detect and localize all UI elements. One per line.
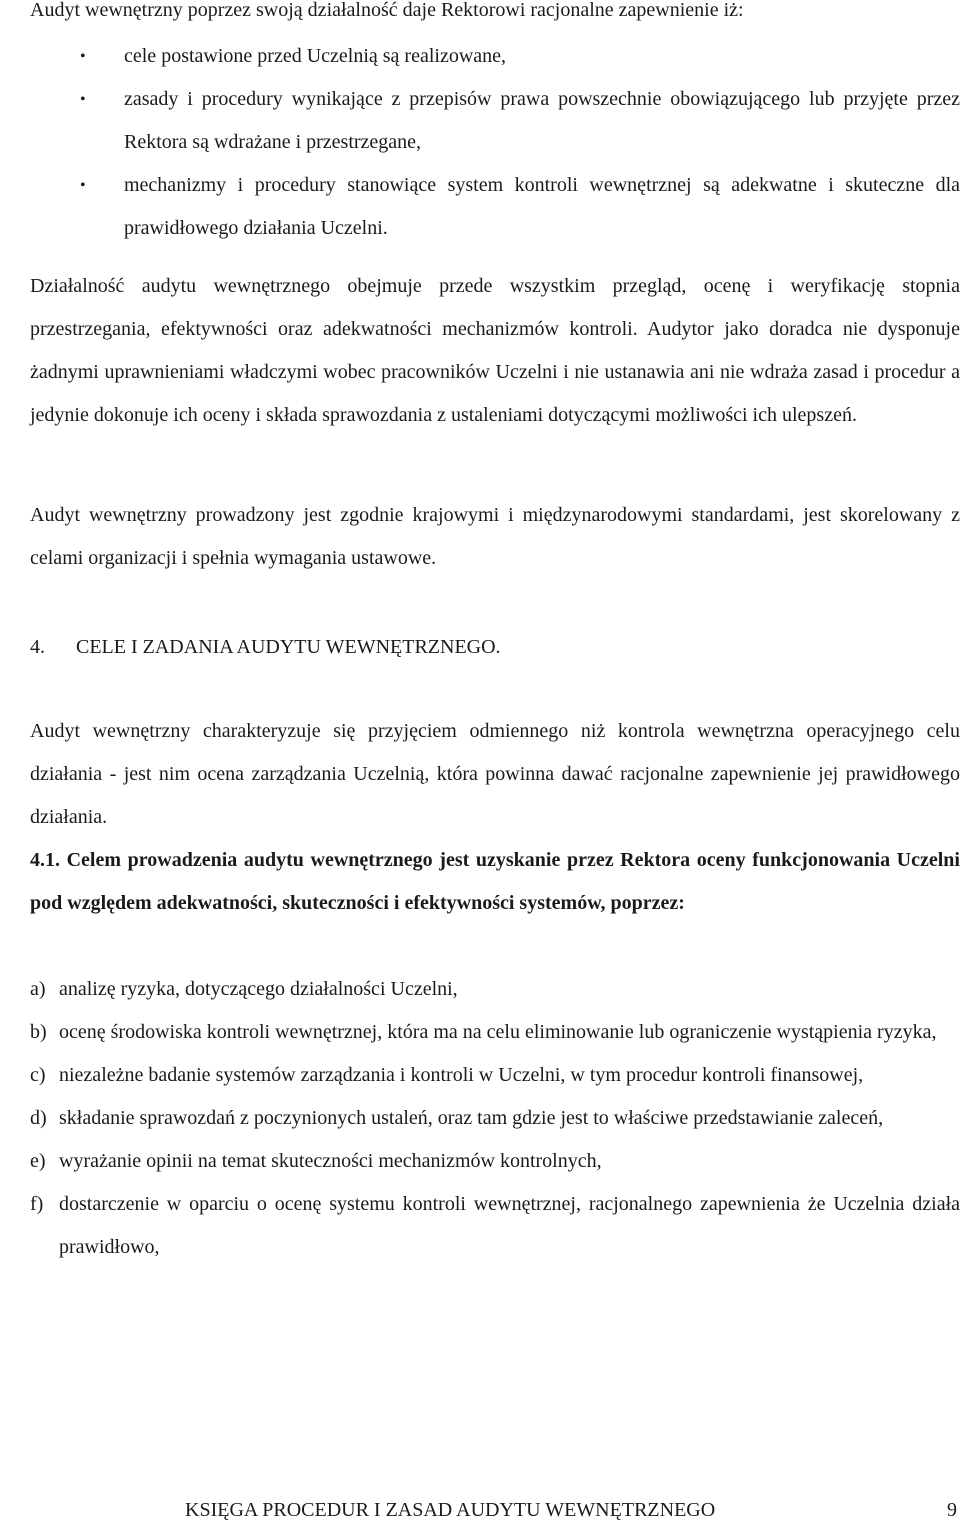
- list-item-label: b): [30, 1021, 47, 1043]
- page-number: 9: [947, 1499, 957, 1521]
- bullet-icon: •: [80, 177, 86, 194]
- bullet-icon: •: [80, 48, 86, 65]
- list-item-label: e): [30, 1150, 46, 1172]
- paragraph-audit-scope: Działalność audytu wewnętrznego obejmuje przede wszystkim przegląd, ocenę i weryfikację stopnia przestrzegania, efektywności oraz adekwatności mechanizmów kontroli. Audytor jako doradca nie dysponuje żadnymi uprawnieniami władczymi wobec pracowników Uczelni i nie ustanawia ani nie wdraża zasad i procedur a jedynie dokonuje ich oceny i składa sprawozdania z ustaleniami dotyczącymi możliwości ich ulepszeń.: [30, 275, 960, 426]
- list-item-label: d): [30, 1107, 47, 1129]
- section-number: 4.: [30, 636, 45, 658]
- bullet-text: mechanizmy i procedury stanowiące system kontroli wewnętrznej są adekwatne i skuteczne dla prawidłowego działania Uczelni.: [124, 174, 960, 239]
- list-item-label: c): [30, 1064, 46, 1086]
- bullet-item: [0, 78, 960, 164]
- bullet-text: zasady i procedury wynikające z przepisów prawa powszechnie obowiązującego lub przyjęte przez Rektora są wdrażane i przestrzegane,: [124, 88, 960, 153]
- goal-list: [30, 968, 960, 1269]
- list-item-text: niezależne badanie systemów zarządzania i kontroli w Uczelni, w tym procedur kontroli finansowej,: [59, 1064, 864, 1086]
- list-item: [30, 1054, 960, 1097]
- list-item: [30, 1097, 960, 1140]
- list-item-text: ocenę środowiska kontroli wewnętrznej, która ma na celu eliminowanie lub ograniczenie wystąpienia ryzyka,: [59, 1021, 937, 1043]
- list-item: [30, 1011, 960, 1054]
- bullet-icon: •: [80, 91, 86, 108]
- list-item-text: dostarczenie w oparciu o ocenę systemu kontroli wewnętrznej, racjonalnego zapewnienia że Uczelnia działa prawidłowo,: [59, 1193, 960, 1258]
- bullet-text: cele postawione przed Uczelnią są realizowane,: [124, 45, 507, 67]
- list-item-label: a): [30, 978, 46, 1000]
- paragraph-characteristics: Audyt wewnętrzny charakteryzuje się przyjęciem odmiennego niż kontrola wewnętrzna operacyjnego celu działania - jest nim ocena zarządzania Uczelnią, która powinna dawać racjonalne zapewnienie jej prawidłowego działania.: [30, 720, 960, 828]
- list-item-text: wyrażanie opinii na temat skuteczności mechanizmów kontrolnych,: [59, 1150, 602, 1172]
- bullet-item: [0, 164, 960, 250]
- paragraph-goal: 4.1. Celem prowadzenia audytu wewnętrznego jest uzyskanie przez Rektora oceny funkcjonowania Uczelni pod względem adekwatności, skuteczności i efektywności systemów, poprzez:: [30, 849, 960, 914]
- list-item: [30, 1183, 960, 1269]
- section-title: CELE I ZADANIA AUDYTU WEWNĘTRZNEGO.: [76, 636, 501, 658]
- bullet-item: [0, 35, 960, 78]
- list-item-label: f): [30, 1193, 44, 1215]
- list-item-text: składanie sprawozdań z poczynionych ustaleń, oraz tam gdzie jest to właściwe przedstawianie zaleceń,: [59, 1107, 884, 1129]
- paragraph-standards: Audyt wewnętrzny prowadzony jest zgodnie krajowymi i międzynarodowymi standardami, jest skorelowany z celami organizacji i spełnia wymagania ustawowe.: [30, 504, 960, 569]
- bullet-list: [0, 35, 960, 250]
- list-item: [30, 1140, 960, 1183]
- section-heading: [30, 627, 501, 667]
- intro-text: Audyt wewnętrzny poprzez swoją działalność daje Rektorowi racjonalne zapewnienie iż:: [30, 0, 744, 21]
- list-item: [30, 968, 960, 1011]
- footer-title: KSIĘGA PROCEDUR I ZASAD AUDYTU WEWNĘTRZNEGO: [185, 1499, 716, 1521]
- list-item-text: analizę ryzyka, dotyczącego działalności Uczelni,: [59, 978, 458, 1000]
